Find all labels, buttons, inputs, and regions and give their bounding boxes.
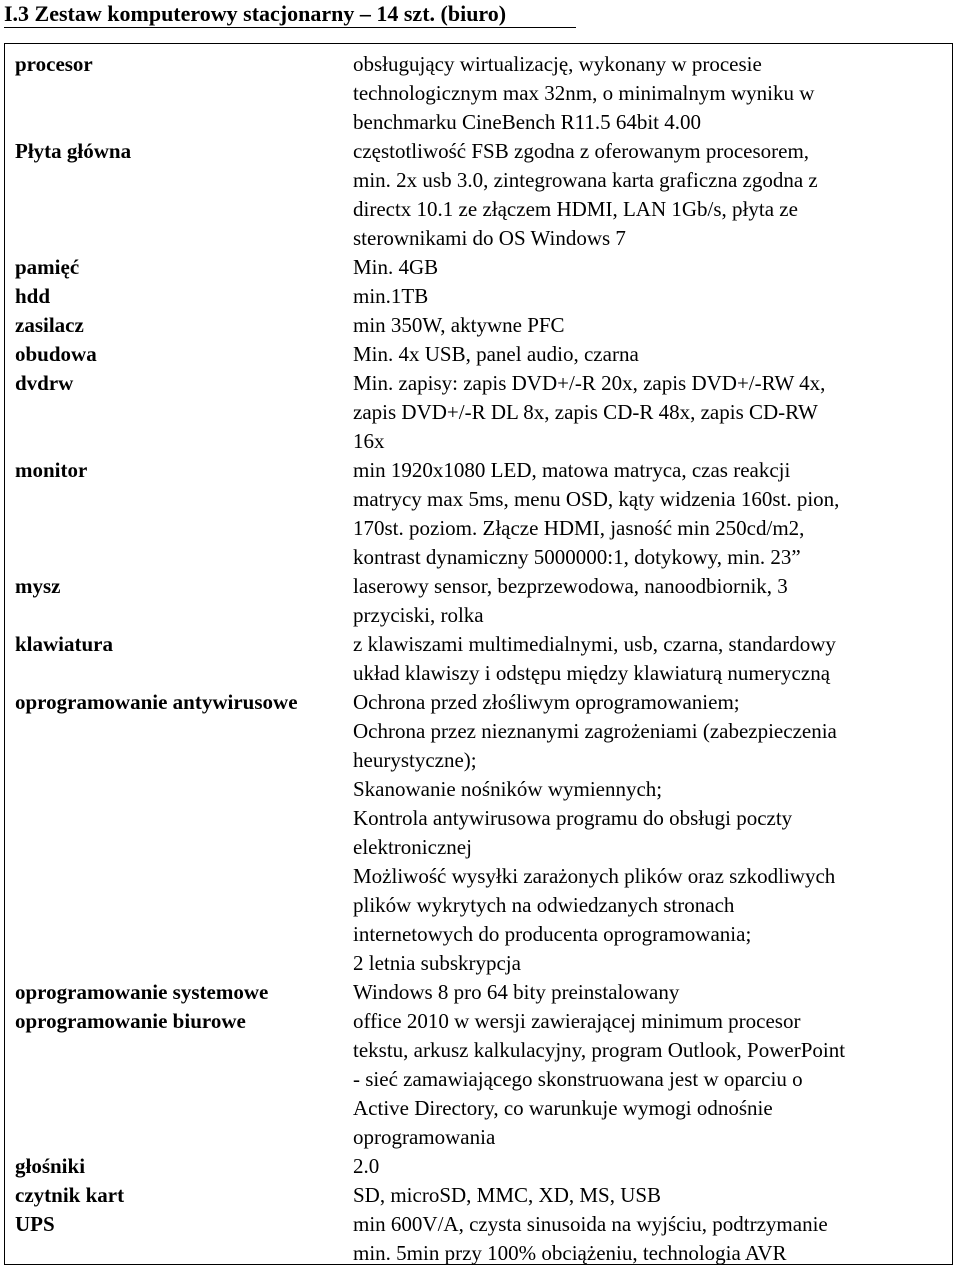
spec-value-line: 170st. poziom. Złącze HDMI, jasność min 250cd/m2,	[353, 516, 805, 540]
spec-value	[353, 137, 949, 253]
spec-value	[353, 1152, 949, 1181]
spec-value-line: matrycy max 5ms, menu OSD, kąty widzenia 160st. pion,	[353, 487, 840, 511]
spec-label: monitor	[15, 458, 88, 482]
spec-label: Płyta główna	[15, 139, 132, 163]
spec-value-line: min. 5min przy 100% obciążeniu, technologia AVR	[353, 1241, 787, 1265]
spec-value-line: technologicznym max 32nm, o minimalnym wyniku w	[353, 81, 815, 105]
spec-label: obudowa	[15, 342, 97, 366]
spec-value	[353, 282, 949, 311]
spec-value-line: min. 2x usb 3.0, zintegrowana karta graficzna zgodna z	[353, 168, 818, 192]
spec-value-line: Skanowanie nośników wymiennych;	[353, 777, 663, 801]
spec-label: dvdrw	[15, 371, 74, 395]
spec-label: oprogramowanie antywirusowe	[15, 690, 298, 714]
spec-label: UPS	[15, 1212, 55, 1236]
spec-value-line: internetowych do producenta oprogramowania;	[353, 922, 752, 946]
spec-value	[353, 340, 949, 369]
spec-label: zasilacz	[15, 313, 84, 337]
spec-value	[353, 1210, 949, 1268]
spec-value-line: tekstu, arkusz kalkulacyjny, program Outlook, PowerPoint	[353, 1038, 846, 1062]
spec-value	[353, 311, 949, 340]
spec-value-line: Min. zapisy: zapis DVD+/-R 20x, zapis DVD+/-RW 4x,	[353, 371, 826, 395]
spec-value-line: zapis DVD+/-R DL 8x, zapis CD-R 48x, zapis CD-RW	[353, 400, 818, 424]
spec-label: oprogramowanie systemowe	[15, 980, 269, 1004]
spec-value-line: laserowy sensor, bezprzewodowa, nanoodbiornik, 3	[353, 574, 788, 598]
spec-value-line: Ochrona przed złośliwym oprogramowaniem;	[353, 690, 740, 714]
spec-value-line: Możliwość wysyłki zarażonych plików oraz szkodliwych	[353, 864, 836, 888]
spec-value-line: office 2010 w wersji zawierającej minimum procesor	[353, 1009, 801, 1033]
spec-label: pamięć	[15, 255, 80, 279]
spec-value-line: min 600V/A, czysta sinusoida na wyjściu, podtrzymanie	[353, 1212, 828, 1236]
spec-value	[353, 1007, 949, 1152]
spec-value	[353, 630, 949, 688]
spec-value-line: min 1920x1080 LED, matowa matryca, czas reakcji	[353, 458, 791, 482]
document-heading: I.3 Zestaw komputerowy stacjonarny – 14 szt. (biuro)	[4, 1, 507, 26]
spec-value-line: przyciski, rolka	[353, 603, 484, 627]
spec-value-line: min 350W, aktywne PFC	[353, 313, 565, 337]
spec-value	[353, 253, 949, 282]
spec-value-line: Min. 4x USB, panel audio, czarna	[353, 342, 639, 366]
spec-value-line: heurystyczne);	[353, 748, 477, 772]
spec-label: mysz	[15, 574, 61, 598]
spec-value	[353, 50, 949, 137]
spec-label: klawiatura	[15, 632, 114, 656]
spec-value-line: - sieć zamawiającego skonstruowana jest w oparciu o	[353, 1067, 803, 1091]
spec-label: głośniki	[15, 1154, 86, 1178]
spec-value-line: plików wykrytych na odwiedzanych stronach	[353, 893, 735, 917]
spec-value-line: sterownikami do OS Windows 7	[353, 226, 626, 250]
spec-value-line: Kontrola antywirusowa programu do obsługi poczty	[353, 806, 793, 830]
spec-value	[353, 978, 949, 1007]
spec-value-line: Windows 8 pro 64 bity preinstalowany	[353, 980, 680, 1004]
spec-value	[353, 369, 949, 456]
spec-value-line: oprogramowania	[353, 1125, 496, 1149]
spec-value-line: Min. 4GB	[353, 255, 439, 279]
spec-value	[353, 456, 949, 572]
spec-value-line: SD, microSD, MMC, XD, MS, USB	[353, 1183, 662, 1207]
spec-value-line: z klawiszami multimedialnymi, usb, czarna, standardowy	[353, 632, 836, 656]
spec-label: procesor	[15, 52, 93, 76]
spec-label: hdd	[15, 284, 51, 308]
spec-value-line: min.1TB	[353, 284, 429, 308]
spec-value-line: częstotliwość FSB zgodna z oferowanym procesorem,	[353, 139, 810, 163]
spec-value-line: 16x	[353, 429, 385, 453]
spec-value	[353, 1181, 949, 1210]
spec-value-line: kontrast dynamiczny 5000000:1, dotykowy, min. 23”	[353, 545, 801, 569]
spec-value-line: 2.0	[353, 1154, 380, 1178]
spec-label: oprogramowanie biurowe	[15, 1009, 246, 1033]
spec-value-line: 2 letnia subskrypcja	[353, 951, 521, 975]
spec-value-line: Ochrona przez nieznanymi zagrożeniami (zabezpieczenia	[353, 719, 837, 743]
spec-label: czytnik kart	[15, 1183, 125, 1207]
spec-value-line: elektronicznej	[353, 835, 472, 859]
spec-value	[353, 688, 949, 978]
heading-underline	[4, 27, 576, 28]
spec-value-line: directx 10.1 ze złączem HDMI, LAN 1Gb/s, płyta ze	[353, 197, 798, 221]
spec-value-line: układ klawiszy i odstępu między klawiaturą numeryczną	[353, 661, 831, 685]
spec-value-line: obsługujący wirtualizację, wykonany w procesie	[353, 52, 762, 76]
spec-value-line: Active Directory, co warunkuje wymogi odnośnie	[353, 1096, 773, 1120]
spec-value	[353, 572, 949, 630]
spec-value-line: benchmarku CineBench R11.5 64bit 4.00	[353, 110, 701, 134]
